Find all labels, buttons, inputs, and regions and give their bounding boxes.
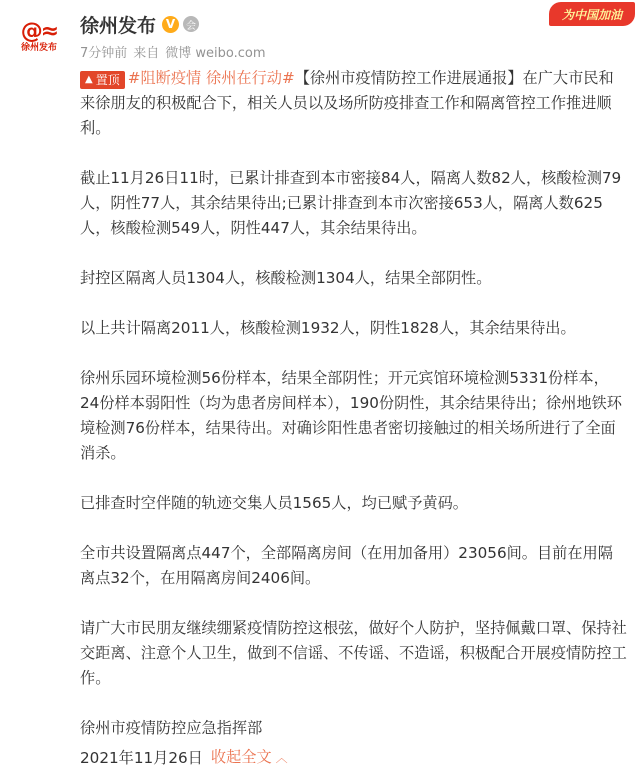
post-source: 微博 weibo.com [165,46,266,61]
paragraph-1: 截止11月26日11时，已累计排查到本市密接84人，隔离人数82人，核酸检测79人，阴性77人，其余结果待出;已累计排查到本市次密接653人，隔离人数625人，核酸检测549人，阴性447人，其余结果待出。 [80,169,622,237]
post-content [80,66,628,771]
headline-text: 【徐州市疫情防控工作进展通报】在广大市民和来徐朋友的积极配合下，相关人员以及场所防疫排查工作和隔离管控工作推进顺利。 [80,69,614,137]
signature: 徐州市疫情防控应急指挥部 [80,719,263,737]
topic-tag[interactable]: #阻断疫情 徐州在行动# [127,69,295,87]
date-row [80,745,628,771]
paragraph-5: 已排查时空伴随的轨迹交集人员1565人，均已赋予黄码。 [80,494,468,512]
collapse-button[interactable] [211,745,288,771]
source-prefix: 来自 [133,46,160,61]
avatar[interactable] [14,12,64,62]
pin-badge [80,71,125,89]
member-icon: 会 [183,16,199,32]
chevron-up-icon: ︿ [275,751,288,765]
headline-paragraph [80,66,628,141]
name-row [80,10,266,38]
pin-icon: ▲ [85,74,93,85]
paragraph-7: 请广大市民朋友继续绷紧疫情防控这根弦，做好个人防护，坚持佩戴口罩、保持社交距离、注意个人卫生，做到不信谣、不传谣、不造谣，积极配合开展疫情防控工作。 [80,619,627,687]
account-name[interactable]: 徐州发布 [80,14,157,37]
collapse-label: 收起全文 [210,748,272,766]
pin-label: 置顶 [95,73,120,87]
paragraph-6: 全市共设置隔离点447个，全部隔离房间（在用加备用）23056间。目前在用隔离点32个，在用隔离房间2406间。 [80,544,613,587]
post-header [80,10,266,61]
logo-mark: @≈ [20,18,58,44]
post-meta [80,42,266,61]
post-date: 2021年11月26日 [80,748,203,767]
paragraph-3: 以上共计隔离2011人，核酸检测1932人，阴性1828人，其余结果待出。 [80,319,576,337]
post-time[interactable]: 7分钟前 [80,46,128,61]
paragraph-2: 封控区隔离人员1304人，核酸检测1304人，结果全部阴性。 [80,269,492,287]
logo-text: 徐州发布 [20,42,57,53]
paragraph-4: 徐州乐园环境检测56份样本，结果全部阴性；开元宾馆环境检测5331份样本，24份样本弱阳性（均为患者房间样本），190份阴性，其余结果待出；徐州地铁环境检测76份样本，结果待出。对确诊阳性患者密切接触过的相关场所进行了全面消杀。 [80,369,622,462]
verified-icon: V [162,16,179,33]
campaign-banner[interactable]: 为中国加油 [549,2,635,26]
